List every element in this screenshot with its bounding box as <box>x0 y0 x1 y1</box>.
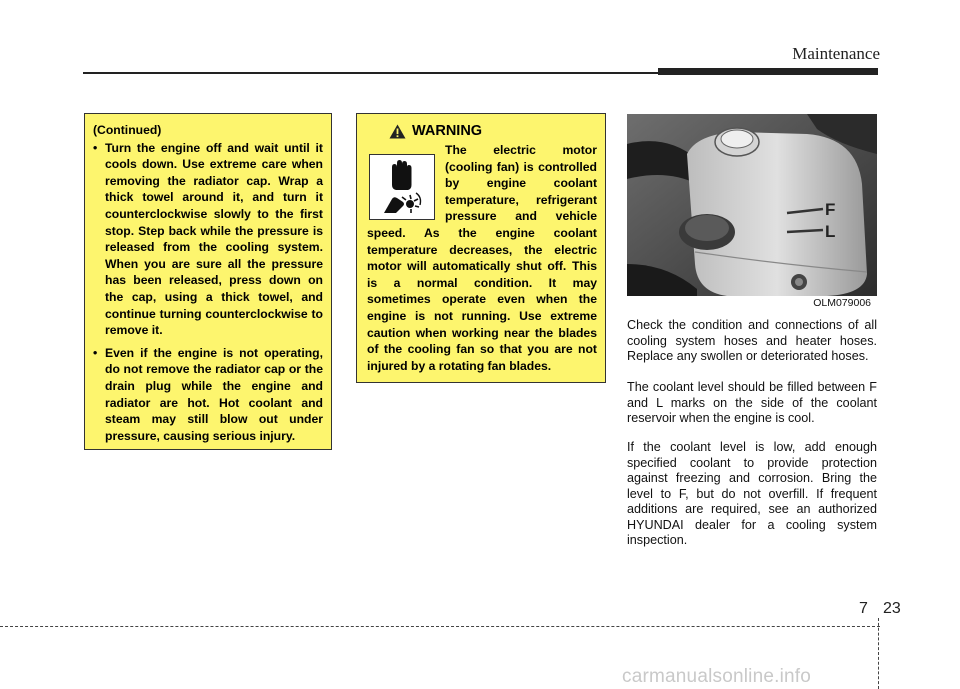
body-paragraph: The coolant level should be filled between F and L marks on the side of the coolant reservoir when the engine is cool. <box>627 380 877 425</box>
body-paragraph: If the coolant level is low, add enough specified coolant to provide protection against freezing and corrosion. Bring the level to F, but do not overfill. If frequent additions are required, see an authorized HYUNDAI dealer for a cooling system inspection. <box>627 440 877 547</box>
caution-bullet <box>93 140 323 339</box>
warning-title: WARNING <box>412 123 483 139</box>
continued-heading: (Continued) <box>93 123 162 137</box>
continued-caution-box <box>84 113 332 450</box>
bullet-dot: • <box>93 345 98 360</box>
photo-caption: OLM079006 <box>813 297 871 309</box>
bullet-dot: • <box>93 140 98 155</box>
body-paragraph: Check the condition and connections of all cooling system hoses and heater hoses. Replace any swollen or deteriorated hoses. <box>627 318 877 363</box>
watermark-link[interactable]: carmanualsonline.info <box>622 666 812 687</box>
chapter-number: 7 <box>859 600 868 617</box>
hand-fan-hazard-icon <box>369 154 435 220</box>
warning-header <box>389 122 597 140</box>
warning-body <box>367 142 597 374</box>
caution-bullet <box>93 345 323 445</box>
header-rule-accent <box>658 68 878 75</box>
footer-divider <box>878 618 879 689</box>
section-title: Maintenance <box>792 44 880 63</box>
header-rule <box>83 72 663 74</box>
warning-triangle-icon <box>389 124 406 139</box>
low-mark-label: L <box>825 222 836 241</box>
caution-bullet-text: Even if the engine is not operating, do not remove the radiator cap or the drain plug while the engine and radiator are hot. Hot coolant and steam may still blow out under pressure, causing serious injury. <box>105 345 323 443</box>
warning-text: The electric motor (cooling fan) is controlled by engine coolant temperature, refrigerant pressure and vehicle speed. As the engine coolant temperature decreases, the electric motor will automatically shut off. This is a normal condition. It may sometimes operate even when the engine is not running. Use extreme caution when working near the blades of the cooling fan so that you are not injured by a rotating fan blades. <box>367 143 597 373</box>
full-mark-label: F <box>825 200 836 219</box>
page-number: 23 <box>883 600 901 617</box>
photo-caption-bar <box>627 296 877 310</box>
warning-box <box>356 113 606 383</box>
caution-bullet-text: Turn the engine off and wait until it cools down. Use extreme care when removing the radiator cap. Wrap a thick towel around it, and turn it counterclockwise slowly to the first stop. Step back while the pressure is released from the cooling system. When you are sure all the pressure has been released, press down on the cap, using a thick towel, and continue turning counterclockwise to remove it. <box>105 140 323 338</box>
coolant-reservoir-photo <box>627 114 877 310</box>
footer-rule <box>0 626 880 627</box>
